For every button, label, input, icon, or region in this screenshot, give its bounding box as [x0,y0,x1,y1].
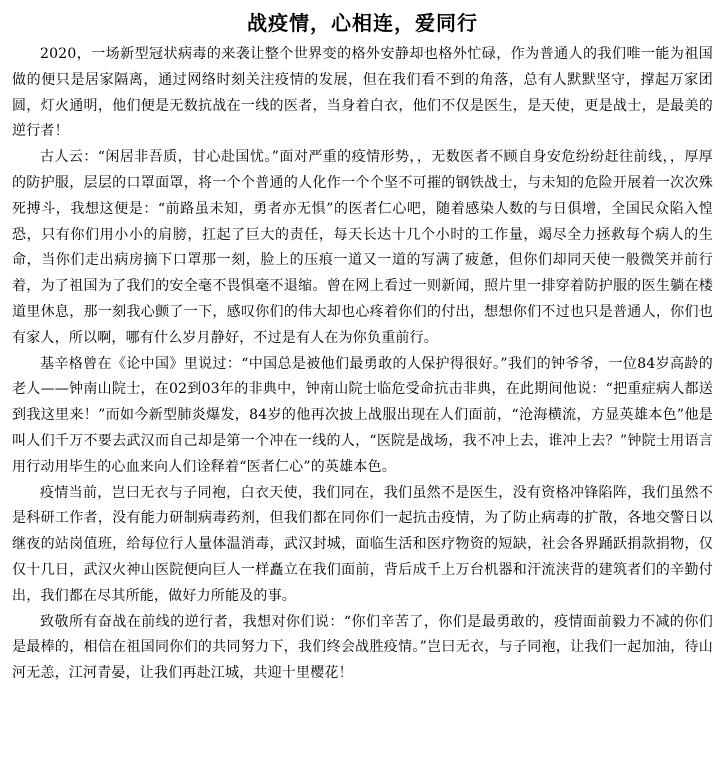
paragraph-zhong-nanshan: 基辛格曾在《论中国》里说过：“中国总是被他们最勇敢的人保护得很好。”我们的钟爷爷，一位84岁高龄的老人——钟南山院士，在02到03年的非典中，钟南山院士临危受命抗击非典，在此期间他说：“把重症病人都送到我这里来！”而如今新型肺炎爆发，84岁的他再次披上战服出现在人们面前，“沧海横流，方显英雄本色”他是叫人们千万不要去武汉而自己却是第一个冲在一线的人，“医院是战场，我不冲上去，谁冲上去？”钟院士用语言用行动用毕生的心血来向人们诠释着“医者仁心”的英雄本色。 [12,355,713,475]
essay-title: 战疫情，心相连，爱同行 [247,11,478,35]
paragraph-doctors: 古人云：“闲居非吾质，甘心赴国忧。”面对严重的疫情形势，，无数医者不顾自身安危纷纷赶往前线，，厚厚的防护服，层层的口罩面罩，将一个个普通的人化作一个个坚不可摧的钢铁战士，与未知的危险开展着一次次殊死搏斗，我想这便是：“前路虽未知，勇者亦无惧”的医者仁心吧，随着感染人数的与日俱增，全国民众陷入惶恐，只有你们用小小的肩膀，扛起了巨大的责任，每天长达十几个小时的工作量，竭尽全力拯救每个病人的生命，当你们走出病房摘下口罩那一刻，脸上的压痕一道又一道的写满了疲惫，但你们却同天使一般微笑并前行着，为了祖国为了我们的安全毫不畏惧毫不退缩。曾在网上看过一则新闻，照片里一排穿着防护服的医生躺在楼道里休息，那一刻我心颤了一下，感叹你们的伟大却也心疼着你们的付出，想想你们不过也只是普通人，你们也有家人，所以啊，哪有什么岁月静好，不过是有人在为你负重前行。 [12,149,713,346]
paragraph-tribute: 致敬所有奋战在前线的逆行者，我想对你们说：“你们辛苦了，你们是最勇敢的，疫情面前毅力不减的你们是最棒的，相信在祖国同你们的共同努力下，我们终会战胜疫情。”岂曰无衣，与子同袍，让我们一起加油，待山河无恙，江河青晏，让我们再赴江城，共迎十里樱花！ [12,613,713,682]
paragraph-together: 疫情当前，岂曰无衣与子同袍，白衣天使，我们同在，我们虽然不是医生，没有资格冲锋陷阵，我们虽然不是科研工作者，没有能力研制病毒药剂，但我们都在同你们一起抗击疫情，为了防止病毒的扩散，各地交警日以继夜的站岗值班，给每位行人量体温消毒，武汉封城，面临生活和医疗物资的短缺，社会各界踊跃捐款捐物，仅仅十几日，武汉火神山医院便向巨人一样矗立在我们面前，背后成千上万台机器和汗流浃背的建筑者们的辛勤付出，我们都在尽其所能，做好力所能及的事。 [12,484,713,604]
paragraph-intro: 2020，一场新型冠状病毒的来袭让整个世界变的格外安静却也格外忙碌，作为普通人的我们唯一能为祖国做的便只是居家隔离，通过网络时刻关注疫情的发展，但在我们看不到的角落，总有人默默坚守，撑起万家团圆，灯火通明，他们便是无数抗战在一线的医者，当身着白衣，他们不仅是医生，是天使，更是战士，是最美的逆行者！ [12,46,713,140]
